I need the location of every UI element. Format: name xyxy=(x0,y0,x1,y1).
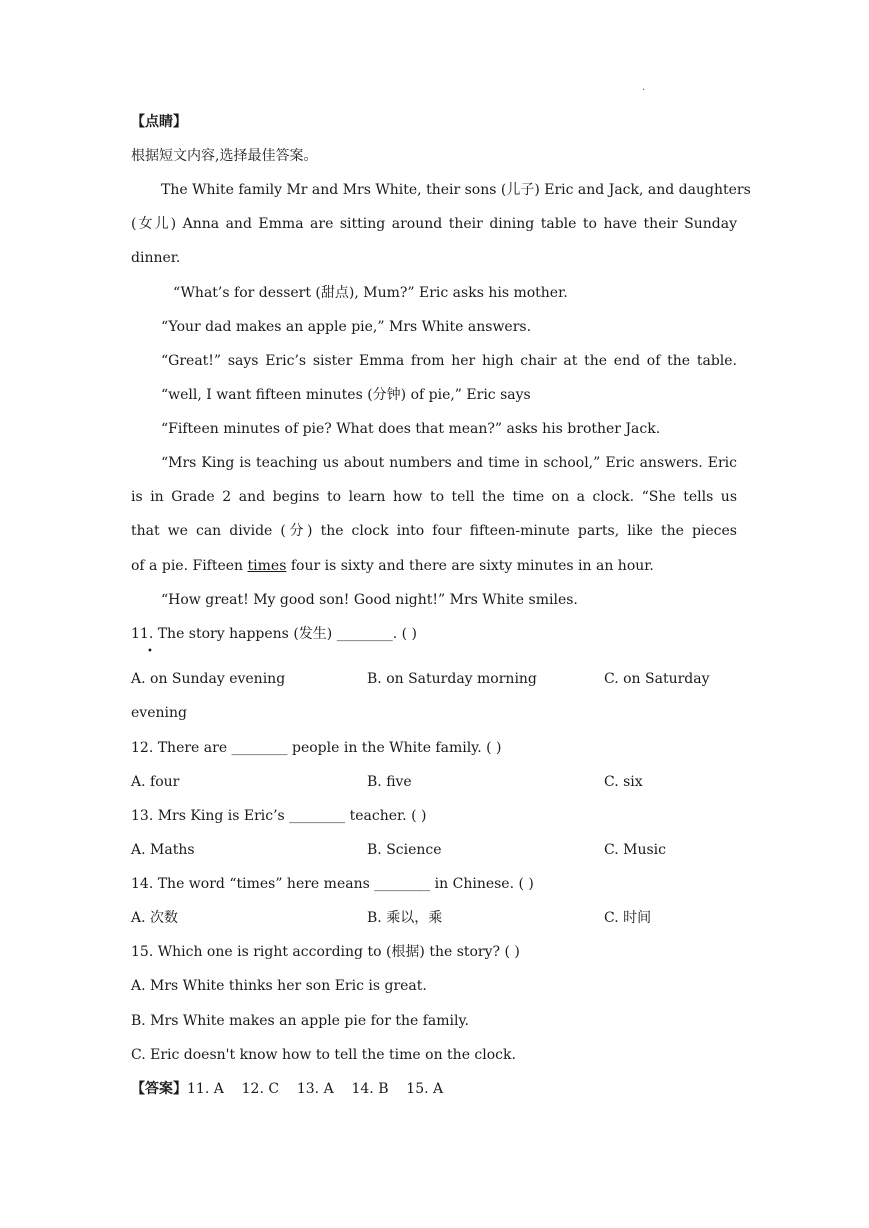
passage-line: (女儿) Anna and Emma are sitting around their dining table to have their Sunday xyxy=(131,216,737,232)
option-a: A. 次数 xyxy=(131,910,179,926)
option-a: A. Mrs White thinks her son Eric is great. xyxy=(131,978,427,994)
answer-text: 11. A 12. C 13. A 14. B 15. A xyxy=(187,1081,444,1097)
question-stem: 11. The story happens (发生) ________. ( ) xyxy=(131,626,417,642)
question-stem: 12. There are ________ people in the White family. ( ) xyxy=(131,740,502,756)
question-stem: 15. Which one is right according to (根据) the story? ( ) xyxy=(131,944,520,960)
option-b: B. Mrs White makes an apple pie for the family. xyxy=(131,1013,469,1029)
option-b: B. Science xyxy=(367,842,442,858)
question-stem: 14. The word “times” here means ________ in Chinese. ( ) xyxy=(131,876,534,892)
answer-label: 【答案】 xyxy=(131,1081,187,1097)
option-b: B. on Saturday morning xyxy=(367,671,537,687)
option-c: C. six xyxy=(604,774,643,790)
option-b: B. five xyxy=(367,774,412,790)
passage-line: “Fifteen minutes of pie? What does that mean?” asks his brother Jack. xyxy=(161,421,661,437)
instruction-text: 根据短文内容,选择最佳答案。 xyxy=(131,148,318,164)
passage-line xyxy=(131,556,737,576)
section-heading-dianjing: 【点睛】 xyxy=(131,114,187,130)
option-a: A. four xyxy=(131,774,180,790)
passage-text: of a pie. Fifteen xyxy=(131,558,248,574)
passage-line: The White family Mr and Mrs White, their sons (儿子) Eric and Jack, and daughters xyxy=(161,182,751,198)
passage-line: is in Grade 2 and begins to learn how to tell the time on a clock. “She tells us xyxy=(131,489,737,505)
passage-line: dinner. xyxy=(131,250,181,266)
stray-dot: • xyxy=(147,646,153,657)
option-c: C. Eric doesn't know how to tell the time on the clock. xyxy=(131,1047,516,1063)
option-c: C. on Saturday xyxy=(604,671,710,687)
passage-line: “well, I want fifteen minutes (分钟) of pie,” Eric says xyxy=(161,387,531,403)
passage-line: “Your dad makes an apple pie,” Mrs White answers. xyxy=(161,319,532,335)
option-c: C. 时间 xyxy=(604,910,652,926)
option-a: A. on Sunday evening xyxy=(131,671,286,687)
passage-text: four is sixty and there are sixty minutes in an hour. xyxy=(286,558,654,574)
passage-line: that we can divide (分) the clock into four fifteen-minute parts, like the pieces xyxy=(131,523,737,539)
passage-line: “What’s for dessert (甜点), Mum?” Eric asks his mother. xyxy=(173,285,568,301)
question-stem: 13. Mrs King is Eric’s ________ teacher. ( ) xyxy=(131,808,427,824)
option-a: A. Maths xyxy=(131,842,195,858)
passage-line: “Great!” says Eric’s sister Emma from her high chair at the end of the table. xyxy=(161,353,737,369)
underlined-word-times: times xyxy=(247,558,287,574)
option-c-wrap: evening xyxy=(131,705,187,721)
option-c: C. Music xyxy=(604,842,666,858)
header-dot: . xyxy=(642,82,646,93)
passage-line: “How great! My good son! Good night!” Mrs White smiles. xyxy=(161,592,578,608)
passage-line: “Mrs King is teaching us about numbers and time in school,” Eric answers. Eric xyxy=(161,455,737,471)
option-b: B. 乘以，乘 xyxy=(367,910,443,926)
answer-line xyxy=(131,1079,737,1099)
